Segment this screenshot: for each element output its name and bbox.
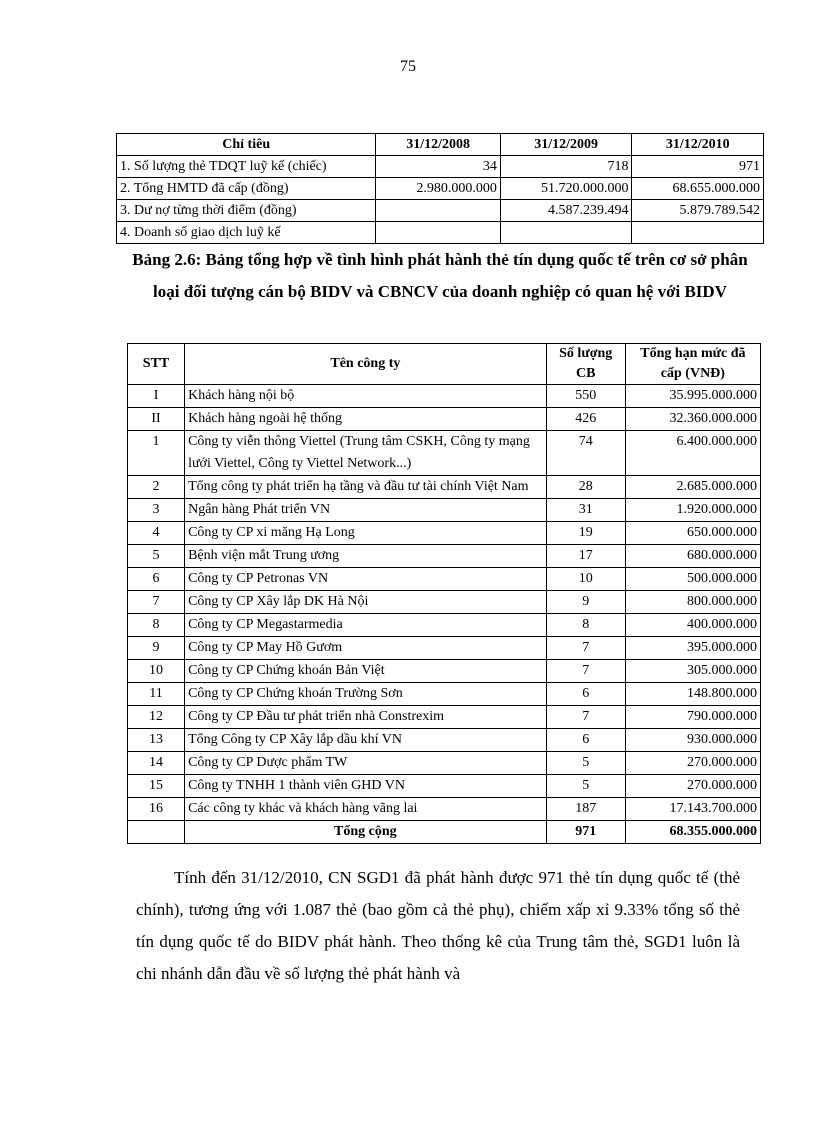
table-cell: 500.000.000 [625, 568, 760, 591]
table-cell: Công ty TNHH 1 thành viên GHD VN [185, 775, 547, 798]
table-cell: Ngân hàng Phát triển VN [185, 499, 547, 522]
table-cell: 17 [546, 545, 625, 568]
table-row [128, 522, 761, 545]
table-cell: 9 [546, 591, 625, 614]
header-cell: 31/12/2009 [500, 134, 632, 156]
table-cell: 1.920.000.000 [625, 499, 760, 522]
table-cell: 650.000.000 [625, 522, 760, 545]
table-row [128, 706, 761, 729]
table-cell [632, 222, 764, 244]
table-cell: 7 [546, 660, 625, 683]
table-cell: Công ty CP May Hồ Gươm [185, 637, 547, 660]
table-cell: 7 [546, 706, 625, 729]
table-row [128, 476, 761, 499]
card-issuance-table-header [128, 344, 761, 385]
table-cell: Công ty viễn thông Viettel (Trung tâm CSKH, Công ty mạng lưới Viettel, Công ty Viettel Network...) [185, 431, 547, 476]
table-cell: 2 [128, 476, 185, 499]
header-cell: Tổng hạn mức đã cấp (VNĐ) [625, 344, 760, 385]
table-cell: Công ty CP Megastarmedia [185, 614, 547, 637]
table-cell: 8 [128, 614, 185, 637]
table-row [128, 431, 761, 476]
table-cell: Khách hàng nội bộ [185, 385, 547, 408]
table-cell: 270.000.000 [625, 752, 760, 775]
table-row [128, 752, 761, 775]
table-cell [500, 222, 632, 244]
table-cell: 5 [128, 545, 185, 568]
table-row [128, 545, 761, 568]
table-cell: 28 [546, 476, 625, 499]
table-cell: 2. Tổng HMTD đã cấp (đồng) [117, 178, 376, 200]
table-row [128, 775, 761, 798]
table-cell: 187 [546, 798, 625, 821]
table-cell: 305.000.000 [625, 660, 760, 683]
table-cell: 680.000.000 [625, 545, 760, 568]
table-row [128, 729, 761, 752]
table-cell: 4. Doanh số giao dịch luỹ kế [117, 222, 376, 244]
table-cell: 3 [128, 499, 185, 522]
table-row [128, 660, 761, 683]
table-cell: 5 [546, 752, 625, 775]
header-cell: Chỉ tiêu [117, 134, 376, 156]
table-cell: 15 [128, 775, 185, 798]
table-cell: Công ty CP Đầu tư phát triển nhà Constrexim [185, 706, 547, 729]
table-cell: 800.000.000 [625, 591, 760, 614]
table-cell: 6 [128, 568, 185, 591]
table-cell: Bệnh viện mắt Trung ương [185, 545, 547, 568]
table-cell: I [128, 385, 185, 408]
table-cell: 10 [546, 568, 625, 591]
table-row [128, 499, 761, 522]
card-issuance-table [127, 343, 761, 844]
table-cell: 395.000.000 [625, 637, 760, 660]
table-row [117, 222, 764, 244]
table-cell: Công ty CP xi măng Hạ Long [185, 522, 547, 545]
table-cell: 2.980.000.000 [376, 178, 501, 200]
table-cell: 11 [128, 683, 185, 706]
table-cell: 12 [128, 706, 185, 729]
summary-table-header [117, 134, 764, 156]
table-row [128, 637, 761, 660]
table-cell: Tổng Công ty CP Xây lắp dầu khí VN [185, 729, 547, 752]
table-row [128, 798, 761, 821]
body-paragraph [136, 862, 740, 990]
table-cell: 13 [128, 729, 185, 752]
table-cell: 6 [546, 729, 625, 752]
table-cell: 19 [546, 522, 625, 545]
table-cell: 17.143.700.000 [625, 798, 760, 821]
total-cell: 68.355.000.000 [625, 821, 760, 844]
table-cell: 550 [546, 385, 625, 408]
table-cell: Các công ty khác và khách hàng vãng lai [185, 798, 547, 821]
table-cell: 5 [546, 775, 625, 798]
header-cell: Tên công ty [185, 344, 547, 385]
table-row [128, 568, 761, 591]
table-cell: 426 [546, 408, 625, 431]
paragraph-text: Tính đến 31/12/2010, CN SGD1 đã phát hành được 971 thẻ tín dụng quốc tế (thẻ chính), tương ứng với 1.087 thẻ (bao gồm cả thẻ phụ), chiếm xấp xỉ 9.33% tổng số thẻ tín dụng quốc tế do BIDV phát hành. Theo thống kê của Trung tâm thẻ, SGD1 luôn là chi nhánh dẫn đầu về số lượng thẻ phát hành và [136, 868, 740, 983]
table-cell: Công ty CP Petronas VN [185, 568, 547, 591]
table-cell: 32.360.000.000 [625, 408, 760, 431]
table-cell: 8 [546, 614, 625, 637]
table-row [117, 200, 764, 222]
page-number: 75 [400, 58, 416, 75]
table-row [128, 683, 761, 706]
total-cell: Tổng cộng [185, 821, 547, 844]
table-cell: 68.655.000.000 [632, 178, 764, 200]
header-cell: STT [128, 344, 185, 385]
table-cell: 4 [128, 522, 185, 545]
table-row [128, 591, 761, 614]
header-cell: 31/12/2010 [632, 134, 764, 156]
table-cell: 6.400.000.000 [625, 431, 760, 476]
table-cell: Công ty CP Dược phẩm TW [185, 752, 547, 775]
table-cell [376, 200, 501, 222]
table-cell: 7 [546, 637, 625, 660]
table-cell: 971 [632, 156, 764, 178]
table-cell: 148.800.000 [625, 683, 760, 706]
total-row [128, 821, 761, 844]
table-row [128, 408, 761, 431]
table-cell: Công ty CP Chứng khoán Bản Việt [185, 660, 547, 683]
table-cell [376, 222, 501, 244]
total-cell [128, 821, 185, 844]
header-cell: Số lượng CB [546, 344, 625, 385]
table-cell: 400.000.000 [625, 614, 760, 637]
total-cell: 971 [546, 821, 625, 844]
table-cell: 51.720.000.000 [500, 178, 632, 200]
table-cell: 35.995.000.000 [625, 385, 760, 408]
table-cell: 1. Số lượng thẻ TDQT luỹ kế (chiếc) [117, 156, 376, 178]
table-cell: 74 [546, 431, 625, 476]
table-cell: 14 [128, 752, 185, 775]
header-cell: 31/12/2008 [376, 134, 501, 156]
table-caption: Bảng 2.6: Bảng tổng hợp về tình hình phát hành thẻ tín dụng quốc tế trên cơ sở phân loại đối tượng cán bộ BIDV và CBNCV của doanh nghiệp có quan hệ với BIDV [132, 250, 748, 301]
table-cell: 718 [500, 156, 632, 178]
table-cell: 16 [128, 798, 185, 821]
table-cell: 2.685.000.000 [625, 476, 760, 499]
table-cell: II [128, 408, 185, 431]
table-cell: 790.000.000 [625, 706, 760, 729]
table-cell: 270.000.000 [625, 775, 760, 798]
table-cell: 4.587.239.494 [500, 200, 632, 222]
table-cell: 5.879.789.542 [632, 200, 764, 222]
summary-table [116, 133, 764, 244]
table-cell: 34 [376, 156, 501, 178]
table-row [117, 178, 764, 200]
table-cell: 10 [128, 660, 185, 683]
table-cell: 3. Dư nợ từng thời điểm (đồng) [117, 200, 376, 222]
table-cell: Công ty CP Xây lắp DK Hà Nội [185, 591, 547, 614]
table-row [117, 156, 764, 178]
table-cell: Công ty CP Chứng khoán Trường Sơn [185, 683, 547, 706]
table-row [128, 385, 761, 408]
table-cell: 930.000.000 [625, 729, 760, 752]
table-cell: 31 [546, 499, 625, 522]
table-cell: Tổng công ty phát triển hạ tầng và đầu tư tài chính Việt Nam [185, 476, 547, 499]
table-row [128, 614, 761, 637]
table-cell: 6 [546, 683, 625, 706]
table-cell: 1 [128, 431, 185, 476]
table-cell: Khách hàng ngoài hệ thống [185, 408, 547, 431]
table-cell: 7 [128, 591, 185, 614]
table-cell: 9 [128, 637, 185, 660]
